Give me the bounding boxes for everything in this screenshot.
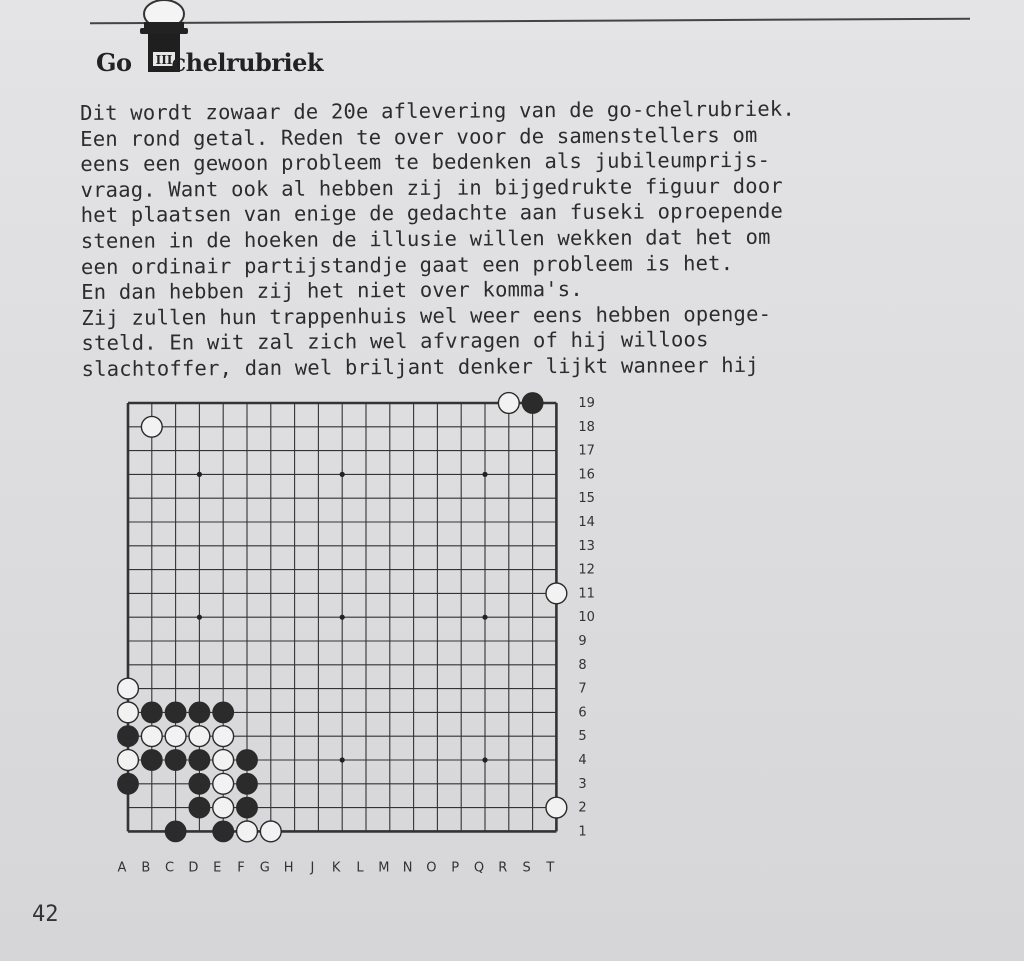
column-label: H [283,860,294,876]
black-stone [237,797,258,818]
row-label: 14 [578,515,595,530]
white-stone [141,726,162,747]
column-label: J [310,860,315,876]
row-label: 12 [578,562,595,578]
star-point [482,472,487,477]
black-stone [189,773,210,794]
black-stone [141,750,162,771]
white-stone [118,702,139,723]
black-stone [189,702,210,723]
white-stone [141,416,162,437]
white-stone [546,583,567,604]
row-label: 11 [578,586,595,602]
white-stone [237,821,258,842]
column-label: C [165,860,175,876]
rubric-logo [96,0,356,90]
black-stone [213,702,234,723]
article-line: Een rond getal. Reden te over voor de samenstellers om [80,122,758,151]
row-label: 10 [578,610,595,626]
white-stone [213,750,234,771]
row-label: 8 [578,657,587,673]
article-body [80,95,1002,382]
column-label: R [498,860,508,876]
row-label: 16 [578,467,595,483]
black-stone [165,702,186,723]
white-stone [213,773,234,794]
black-stone [118,773,139,794]
white-stone [165,726,186,747]
article-line: Dit wordt zowaar de 20e aflevering van de go-chelrubriek. [80,96,796,125]
article-line: eens een gewoon probleem te bedenken als jubileumprijs- [80,147,771,177]
column-label: L [356,860,364,876]
row-label: 18 [578,419,595,435]
white-stone [546,797,567,818]
black-stone [165,821,186,842]
row-label: 2 [578,800,587,816]
white-stone [260,821,281,842]
column-label: K [331,860,341,876]
column-label: D [188,860,199,876]
column-label: T [546,860,555,876]
star-point [340,615,345,620]
column-label: O [426,860,437,876]
article-line: slachtoffer, dan wel briljant denker lijkt wanneer hij [81,352,759,381]
row-label: 17 [578,443,595,459]
star-point [482,757,487,762]
article-line: Zij zullen hun trappenhuis wel weer eens hebben openge- [81,301,772,330]
star-point [340,472,345,477]
row-label: 9 [578,634,587,649]
column-labels [118,860,555,875]
black-stone [165,750,186,771]
row-label: 4 [578,753,587,768]
column-label: P [451,860,460,876]
row-label: 5 [578,729,587,745]
row-label: 3 [578,776,587,792]
black-stone [213,821,234,842]
row-label: 19 [578,396,595,411]
go-board [100,385,620,885]
column-label: S [522,860,531,876]
black-stone [237,750,258,771]
white-stone [118,750,139,771]
page-number: 42 [32,902,59,927]
black-stone [189,750,210,771]
star-point [197,472,202,477]
white-stone [189,726,210,747]
article-line: een ordinair partijstandje gaat een probleem is het. [80,250,734,279]
white-stone [118,678,139,699]
column-label: N [402,860,413,876]
black-stone [118,726,139,747]
star-point [340,757,345,762]
column-label: A [117,860,127,876]
article-line: stenen in de hoeken de illusie willen wekken dat het om [80,224,771,253]
article-line: het plaatsen van enige de gedachte aan fuseki oproepende [80,199,784,228]
hat-letters: III [155,53,173,67]
star-point [197,615,202,620]
column-label: F [237,860,245,876]
column-label: M [378,860,390,876]
white-stone [498,393,519,414]
row-label: 6 [578,705,587,721]
black-stone [237,773,258,794]
rubric-title-right: chelrubriek [171,48,323,77]
column-label: B [141,860,151,876]
row-labels [578,396,595,839]
row-label: 1 [578,824,587,840]
black-stone [189,797,210,818]
white-stone [213,797,234,818]
column-label: E [213,860,222,876]
row-label: 7 [578,681,587,697]
column-label: Q [473,860,485,876]
article-line: steld. En wit zal zich wel afvragen of hij willoos [81,327,709,356]
go-diagram [100,385,620,885]
column-label: G [259,860,270,876]
black-stone [141,702,162,723]
row-label: 13 [578,538,595,554]
article-line: vraag. Want ook al hebben zij in bijgedrukte figuur door [80,173,783,202]
rubric-title [96,48,323,77]
white-stone [213,726,234,747]
rubric-title-left: Go [96,48,132,77]
star-point [482,615,487,620]
article-line: En dan hebben zij het niet over komma's. [81,277,583,305]
row-label: 15 [578,491,595,507]
black-stone [522,393,543,414]
